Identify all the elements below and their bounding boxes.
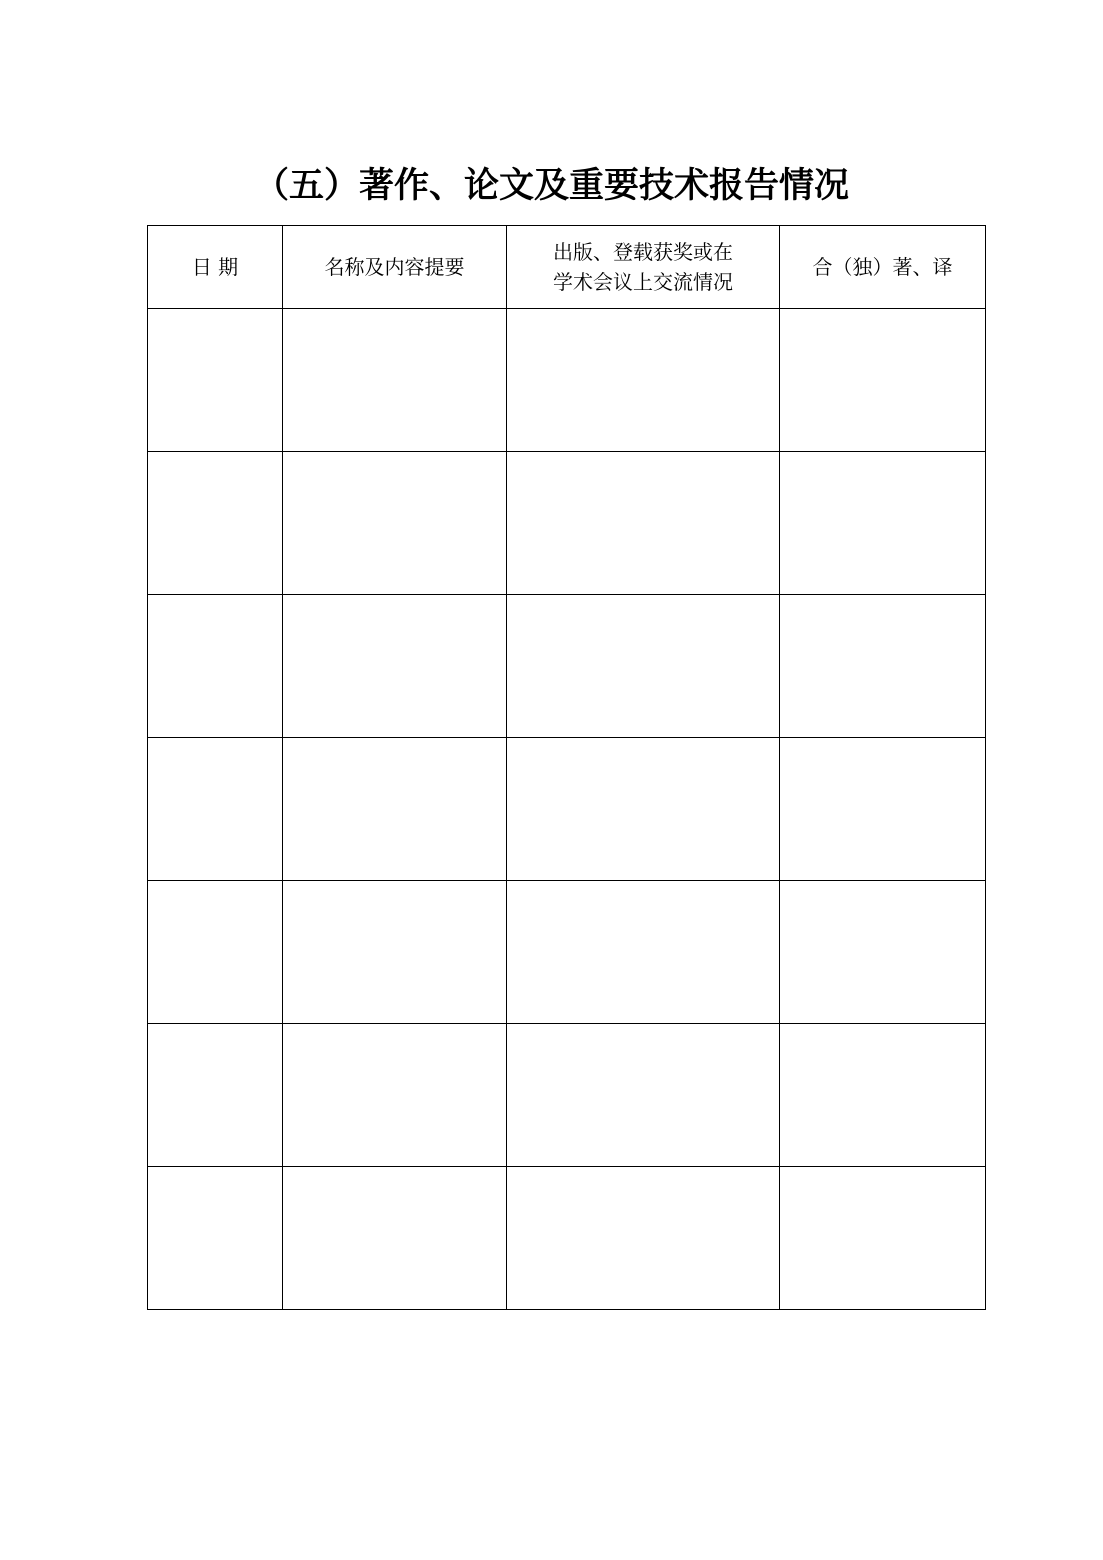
table-header-row — [148, 226, 986, 309]
cell-publication[interactable] — [507, 595, 780, 738]
table-row — [148, 881, 986, 1024]
cell-authorship[interactable] — [780, 1167, 986, 1310]
header-date-label: 日 期 — [191, 255, 239, 279]
header-authorship-label: 合（独）著、译 — [812, 255, 953, 279]
cell-name-summary[interactable] — [283, 738, 507, 881]
cell-date[interactable] — [148, 452, 283, 595]
cell-authorship[interactable] — [780, 1024, 986, 1167]
cell-publication[interactable] — [507, 738, 780, 881]
cell-name-summary[interactable] — [283, 309, 507, 452]
header-authorship — [780, 226, 986, 309]
cell-publication[interactable] — [507, 452, 780, 595]
header-name-summary — [283, 226, 507, 309]
cell-publication[interactable] — [507, 1167, 780, 1310]
cell-name-summary[interactable] — [283, 452, 507, 595]
cell-authorship[interactable] — [780, 595, 986, 738]
cell-authorship[interactable] — [780, 452, 986, 595]
table-row — [148, 738, 986, 881]
cell-authorship[interactable] — [780, 881, 986, 1024]
table-row — [148, 1024, 986, 1167]
cell-date[interactable] — [148, 881, 283, 1024]
cell-publication[interactable] — [507, 1024, 780, 1167]
works-table — [147, 225, 986, 1310]
cell-date[interactable] — [148, 309, 283, 452]
header-name-summary-label: 名称及内容提要 — [324, 255, 465, 279]
cell-name-summary[interactable] — [283, 1167, 507, 1310]
header-publication-line2: 学术会议上交流情况 — [553, 270, 733, 294]
table-row — [148, 595, 986, 738]
header-publication — [507, 226, 780, 309]
cell-name-summary[interactable] — [283, 881, 507, 1024]
header-date — [148, 226, 283, 309]
cell-authorship[interactable] — [780, 738, 986, 881]
table-row — [148, 1167, 986, 1310]
page-title: （五）著作、论文及重要技术报告情况 — [253, 165, 849, 206]
header-publication-line1: 出版、登载获奖或在 — [553, 240, 733, 264]
cell-name-summary[interactable] — [283, 1024, 507, 1167]
cell-date[interactable] — [148, 595, 283, 738]
cell-publication[interactable] — [507, 309, 780, 452]
cell-date[interactable] — [148, 1024, 283, 1167]
table-row — [148, 309, 986, 452]
table-row — [148, 452, 986, 595]
cell-authorship[interactable] — [780, 309, 986, 452]
cell-date[interactable] — [148, 738, 283, 881]
cell-date[interactable] — [148, 1167, 283, 1310]
cell-publication[interactable] — [507, 881, 780, 1024]
cell-name-summary[interactable] — [283, 595, 507, 738]
